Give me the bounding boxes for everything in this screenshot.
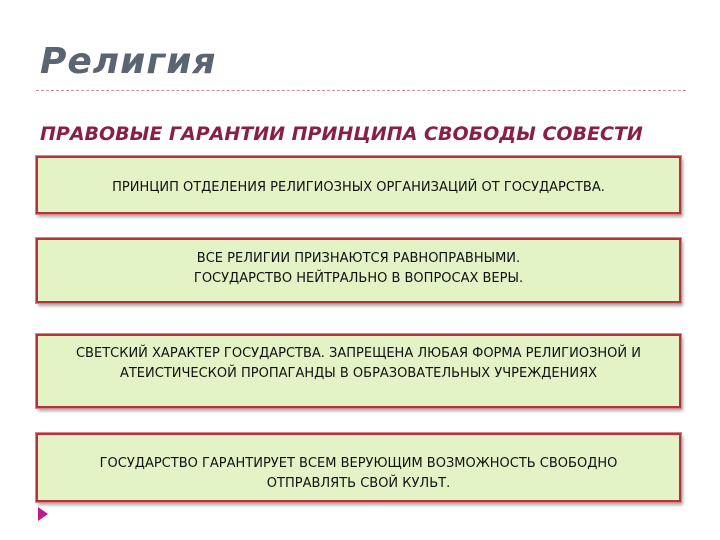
principle-box-equality [36, 238, 681, 303]
principle-box-text: ГОСУДАРСТВО ГАРАНТИРУЕТ ВСЕМ ВЕРУЮЩИМ ВОЗМОЖНОСТЬ СВОБОДНО ОТПРАВЛЯТЬ СВОЙ КУЛЬТ. [99, 456, 618, 491]
slide-title: Религия [40, 41, 217, 82]
principle-box-secular [36, 334, 681, 408]
triangle-right-icon [38, 507, 48, 521]
principle-box-separation [36, 156, 681, 214]
principle-box-text: СВЕТСКИЙ ХАРАКТЕР ГОСУДАРСТВА. ЗАПРЕЩЕНА ЛЮБАЯ ФОРМА РЕЛИГИОЗНОЙ И АТЕИСТИЧЕСКОЙ ПРОПАГАНДЫ В ОБРАЗОВАТЕЛЬНЫХ УЧРЕЖДЕНИЯХ [75, 346, 641, 381]
principle-box-text: ПРИНЦИП ОТДЕЛЕНИЯ РЕЛИГИОЗНЫХ ОРГАНИЗАЦИЙ ОТ ГОСУДАРСТВА. [112, 180, 605, 195]
principle-box-text: ВСЕ РЕЛИГИИ ПРИЗНАЮТСЯ РАВНОПРАВНЫМИ. ГОСУДАРСТВО НЕЙТРАЛЬНО В ВОПРОСАХ ВЕРЫ. [193, 251, 524, 286]
slide-subtitle: ПРАВОВЫЕ ГАРАНТИИ ПРИНЦИПА СВОБОДЫ СОВЕСТИ [40, 123, 643, 145]
title-divider [36, 90, 686, 91]
principle-box-worship [36, 433, 681, 502]
